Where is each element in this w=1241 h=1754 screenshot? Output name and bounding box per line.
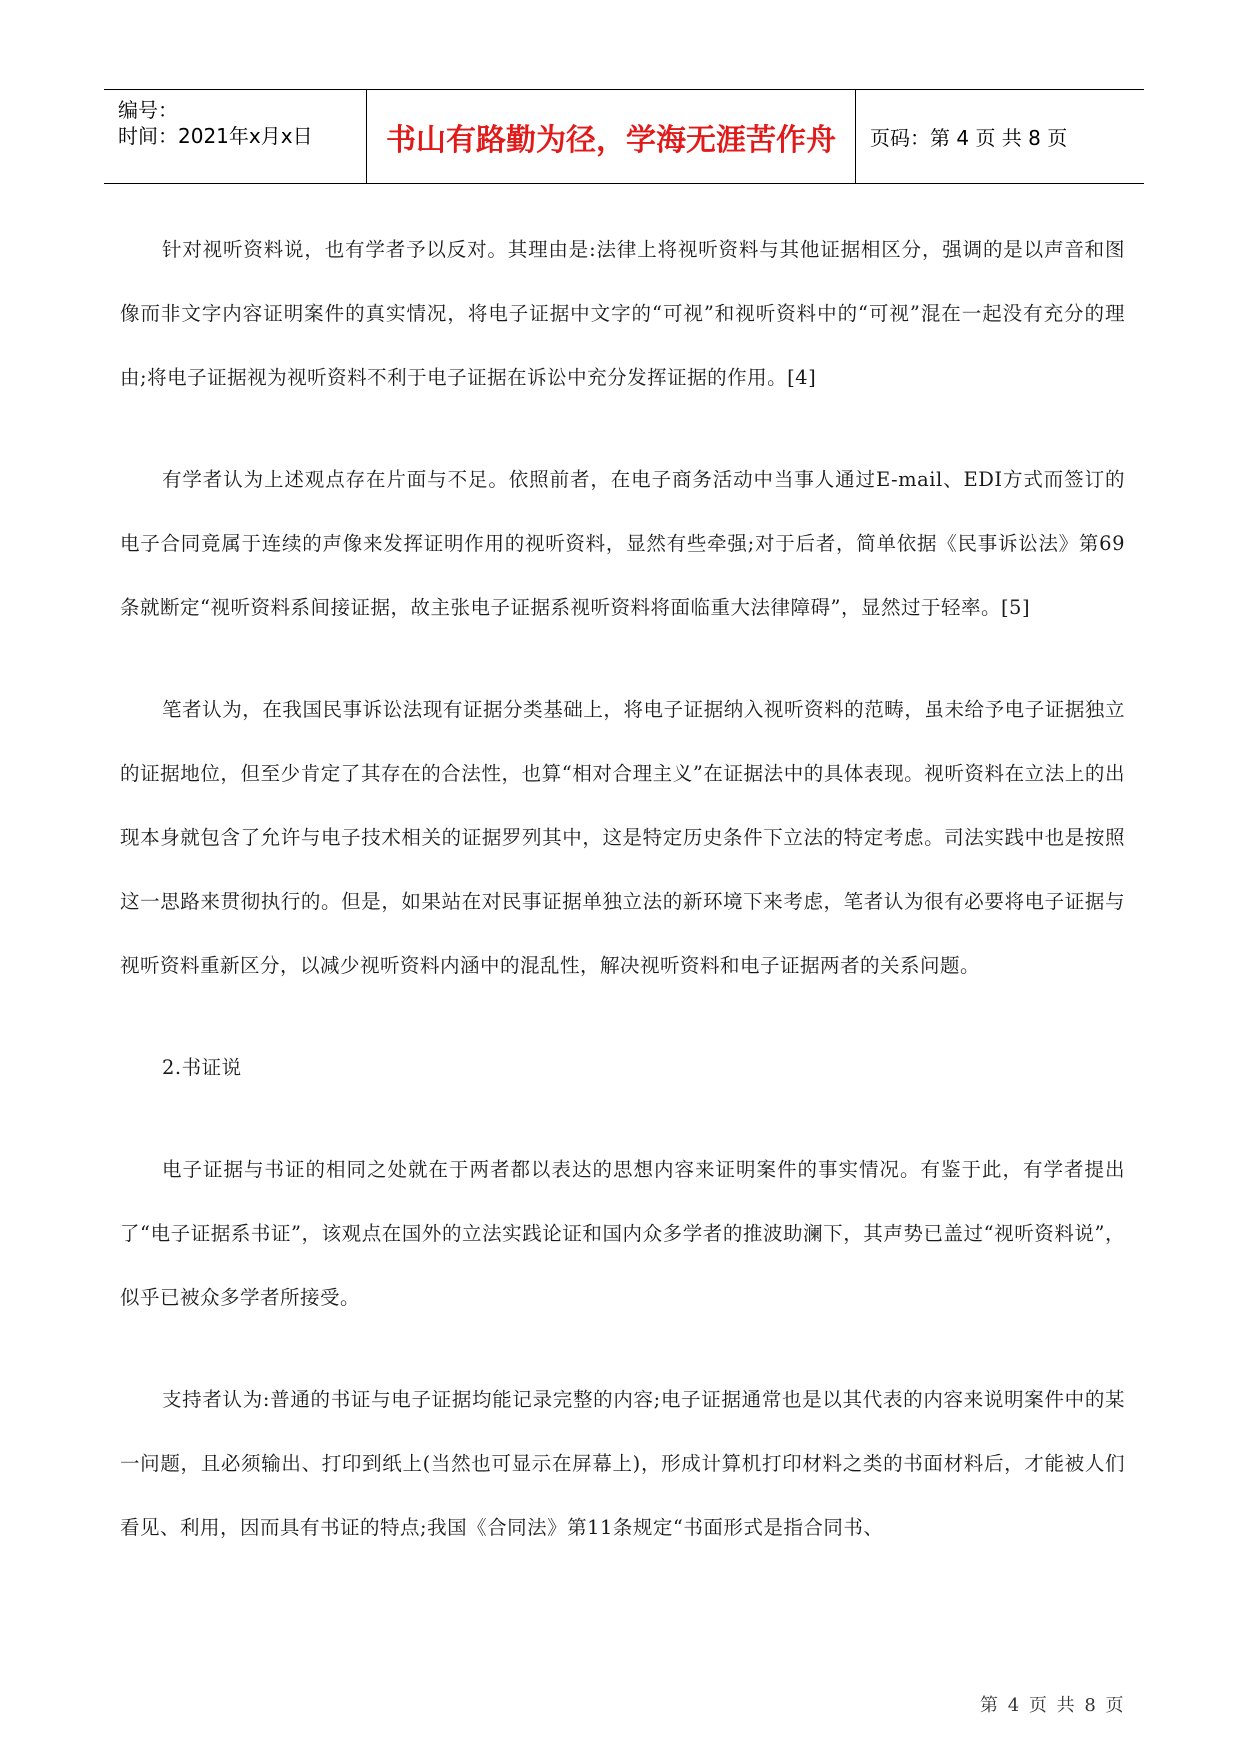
number-label: 编号： <box>118 98 178 122</box>
time-label: 时间：2021年x月x日 <box>118 124 313 148</box>
page-header <box>104 89 1144 184</box>
paragraph: 针对视听资料说，也有学者予以反对。其理由是:法律上将视听资料与其他证据相区分，强调的是以声音和图像而非文字内容证明案件的真实情况，将电子证据中文字的“可视”和视听资料中的“可视”混在一起没有充分的理由;将电子证据视为视听资料不利于电子证据在诉讼中充分发挥证据的作用。[4] <box>120 238 1125 389</box>
document-body <box>120 218 1125 1598</box>
section-heading: 2.书证说 <box>162 1056 242 1079</box>
header-meta <box>104 90 367 183</box>
paragraph: 有学者认为上述观点存在片面与不足。依照前者，在电子商务活动中当事人通过E-mail、EDI方式而签订的电子合同竟属于连续的声像来发挥证明作用的视听资料，显然有些牵强;对于后者，简单依据《民事诉讼法》第69条就断定“视听资料系间接证据，故主张电子证据系视听资料将面临重大法律障碍”，显然过于轻率。[5] <box>120 468 1125 619</box>
paragraph: 电子证据与书证的相同之处就在于两者都以表达的思想内容来证明案件的事实情况。有鉴于此，有学者提出了“电子证据系书证”，该观点在国外的立法实践论证和国内众多学者的推波助澜下，其声势已盖过“视听资料说”，似乎已被众多学者所接受。 <box>120 1158 1125 1309</box>
header-motto: 书山有路勤为径，学海无涯苦作舟 <box>367 90 856 183</box>
paragraph: 支持者认为:普通的书证与电子证据均能记录完整的内容;电子证据通常也是以其代表的内容来说明案件中的某一问题，且必须输出、打印到纸上(当然也可显示在屏幕上)，形成计算机打印材料之类的书面材料后，才能被人们看见、利用，因而具有书证的特点;我国《合同法》第11条规定“书面形式是指合同书、 <box>120 1388 1125 1539</box>
page-footer: 第 4 页 共 8 页 <box>980 1695 1126 1716</box>
paragraph: 笔者认为，在我国民事诉讼法现有证据分类基础上，将电子证据纳入视听资料的范畴，虽未给予电子证据独立的证据地位，但至少肯定了其存在的合法性，也算“相对合理主义”在证据法中的具体表现。视听资料在立法上的出现本身就包含了允许与电子技术相关的证据罗列其中，这是特定历史条件下立法的特定考虑。司法实践中也是按照这一思路来贯彻执行的。但是，如果站在对民事证据单独立法的新环境下来考虑，笔者认为很有必要将电子证据与视听资料重新区分，以减少视听资料内涵中的混乱性，解决视听资料和电子证据两者的关系问题。 <box>120 698 1125 977</box>
header-page-label: 页码：第 4 页 共 8 页 <box>870 126 1068 150</box>
